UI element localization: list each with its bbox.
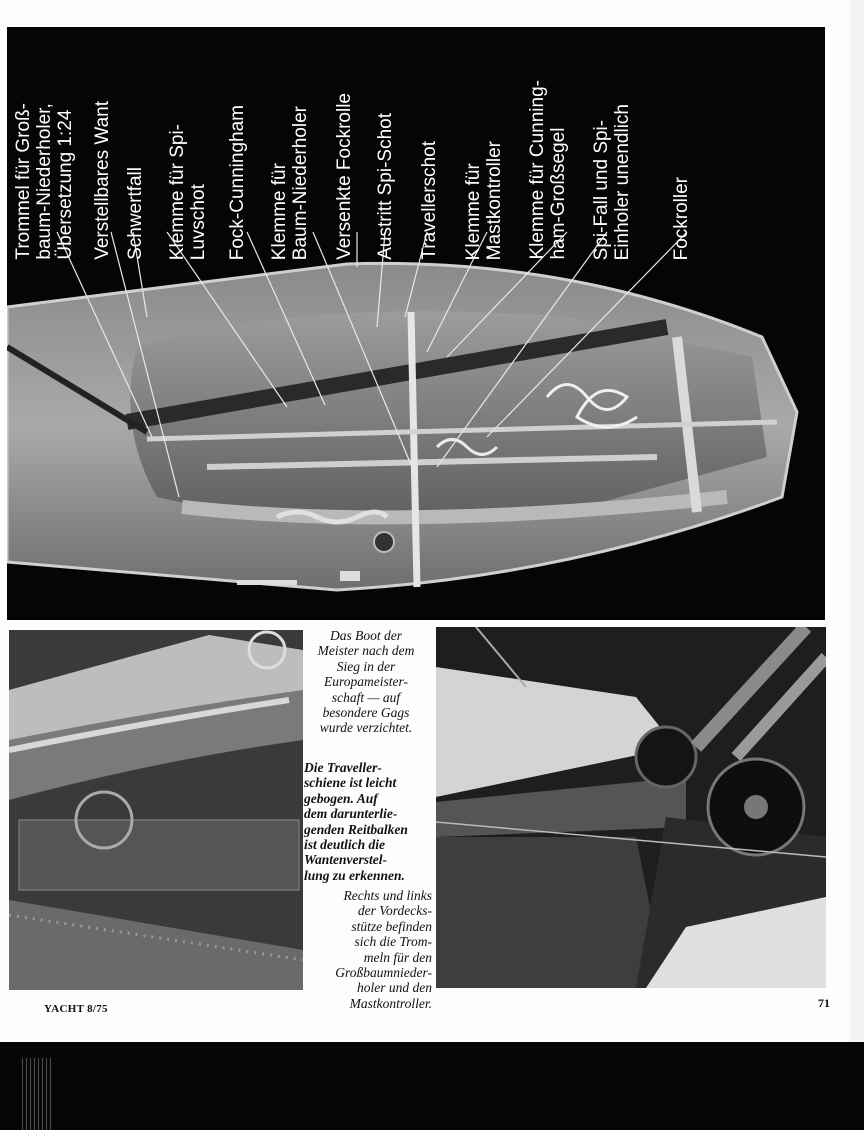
label-versenkte-fockrolle: Versenkte Fockrolle: [334, 93, 355, 260]
caption-traveller: Die Traveller- schiene ist leicht gebogen. Auf dem darunterlie- genden Reitbalken ist deutlich die Wantenverstel- lung zu erkennen.: [304, 760, 408, 883]
scan-artifact: [22, 1058, 52, 1130]
foredeck-drums-photo: [436, 627, 826, 988]
label-verstellbares-want: Verstellbares Want: [92, 101, 113, 260]
boat-illustration: [7, 27, 825, 620]
scan-edge: [850, 0, 864, 1042]
label-klemme-mastkontroller: Klemme für Mastkontroller: [463, 140, 505, 260]
label-austritt-spi-schot: Austritt Spi-Schot: [375, 113, 396, 260]
label-travellerschot: Travellerschot: [419, 141, 440, 260]
caption-drums: Rechts und links der Vordecks- stütze befinden sich die Trom- meln für den Großbaumnieder- holer und den Mastkontroller.: [335, 888, 432, 1011]
scan-border: [0, 1042, 864, 1130]
label-fock-cunningham: Fock-Cunningham: [227, 104, 248, 260]
caption-boat: Das Boot der Meister nach dem Sieg in der Europameister- schaft — auf besondere Gags wurde verzichtet.: [317, 628, 415, 736]
label-schwertfall: Schwertfall: [125, 167, 146, 260]
label-klemme-baum-niederholer: Klemme für Baum-Niederholer: [269, 105, 311, 260]
label-trommel: Trommel für Groß- baum-Niederholer, Übersetzung 1:24: [13, 103, 76, 260]
label-spi-fall: Spi-Fall und Spi- Einholer unendlich: [591, 103, 633, 260]
label-klemme-spi-luvschot: Klemme für Spi- Luvschot: [167, 123, 209, 260]
label-klemme-cunningham-grosssegel: Klemme für Cunning- ham-Großsegel: [527, 80, 569, 260]
page-number: 71: [818, 996, 830, 1010]
magazine-issue: YACHT 8/75: [44, 1003, 108, 1015]
label-fockroller: Fockroller: [671, 176, 692, 260]
traveller-rail-photo: [9, 630, 303, 990]
boat-top-view-photo: [7, 27, 825, 620]
